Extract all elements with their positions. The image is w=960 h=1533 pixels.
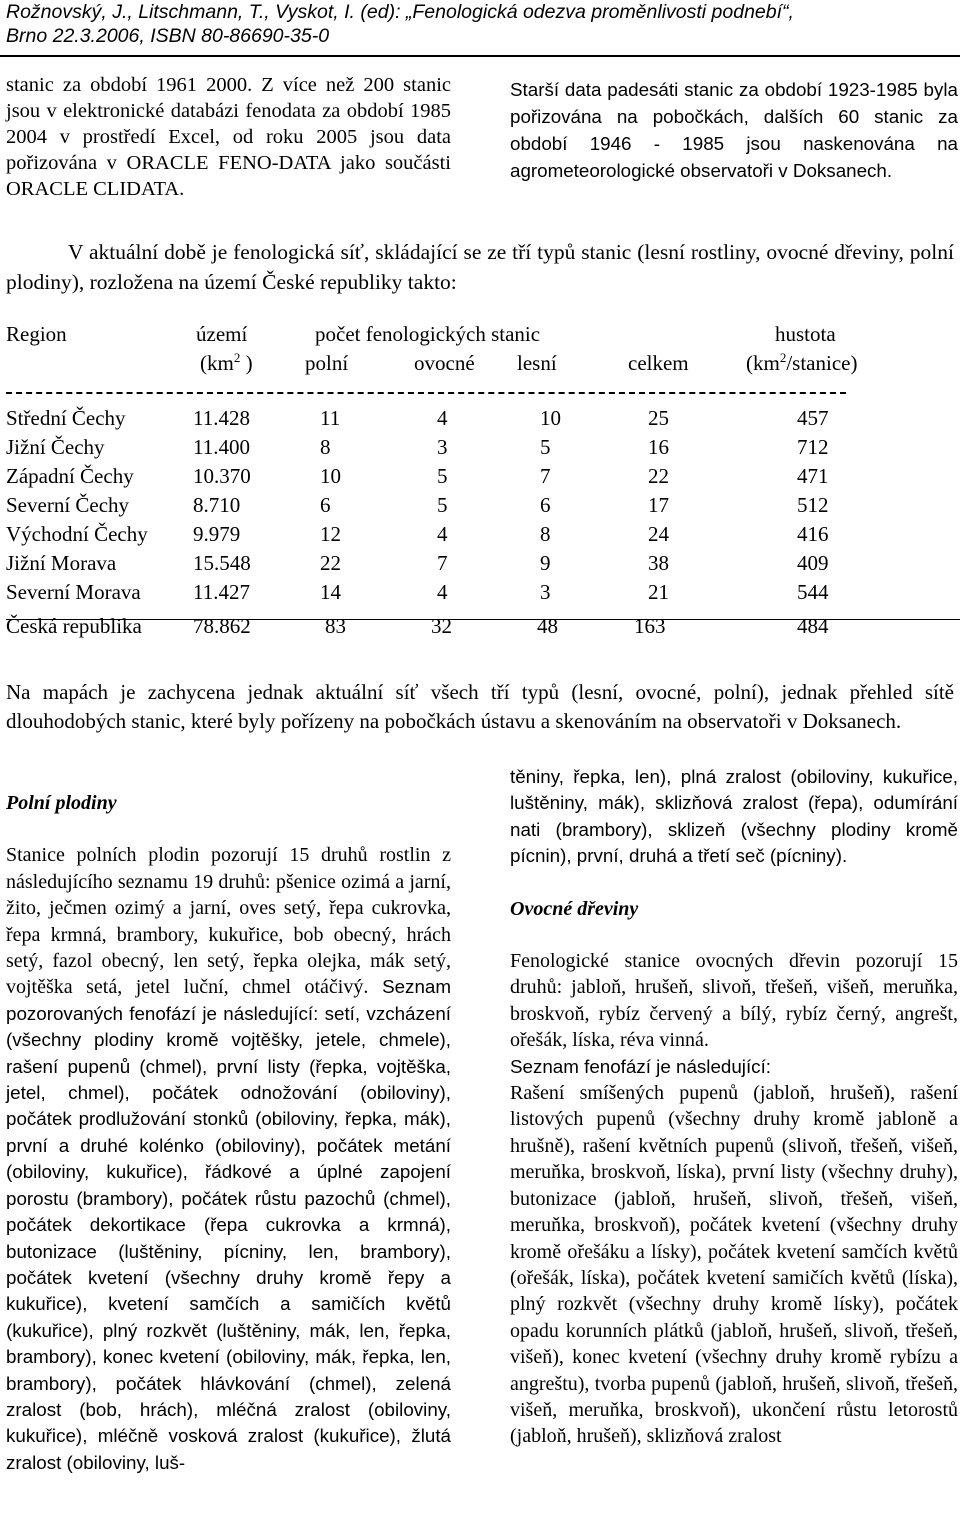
- cell-area: 11.400: [193, 435, 250, 459]
- total-forest: 48: [537, 614, 558, 638]
- total-field: 83: [325, 614, 346, 638]
- cell-area: 8.710: [193, 493, 241, 517]
- table-dash-separator: [6, 392, 846, 404]
- station-table: [0, 320, 960, 641]
- cell-fruit: 4: [437, 406, 448, 430]
- header-line-2: Brno 22.3.2006, ISBN 80-86690-35-0: [6, 25, 330, 47]
- total-fruit: 32: [431, 614, 452, 638]
- cell-total: 21: [648, 580, 669, 604]
- table-dash-separator-wrap: [0, 378, 960, 404]
- col-header-density: hustota: [775, 322, 836, 346]
- cell-region: Střední Čechy: [6, 406, 126, 430]
- running-header: [6, 0, 954, 48]
- cell-field: 14: [320, 580, 341, 604]
- col-header-area-unit: [200, 349, 253, 378]
- header-rule: [0, 55, 960, 57]
- fruit-trees-phase-intro: Seznam fenofází je následující:: [510, 1055, 772, 1077]
- field-crops-text: [6, 842, 451, 1476]
- col-header-density-unit: [746, 349, 857, 378]
- field-crops-continued: těniny, řepka, len), plná zralost (obiloviny, kukuřice, luštěniny, mák), sklizňová zralost (řepa), odumírání nati (brambory), sklizeň (všechny plodiny kromě pícnin), první, druhá a třetí seč (pícniny).: [510, 766, 958, 867]
- cell-area: 15.548: [193, 551, 251, 575]
- table-row: [0, 520, 960, 549]
- cell-fruit: 7: [437, 551, 448, 575]
- fruit-trees-phases: Rašení smíšených pupenů (jabloň, hrušeň), rašení listových pupenů (všechny druhy kromě jabloně a hrušně), rašení květních pupenů (slivoň, třešeň, višeň, meruňka, broskvoň, líska), první listy (všechny druhy), butonizace (jabloň, hrušeň, slivoň, třešeň, višeň, meruňka, broskvoň), počátek kvetení (všechny druhy kromě ořešáku a lísky), počátek kvetení samčích květů (ořešák, líska), počátek kvetení samičích květů (líska), plný rozkvět (všechny druhy kromě lísky), počátek opadu korunních plátků (jabloň, hrušeň, slivoň, třešeň, višeň), konec kvetení (všechny druhy kromě rybízu a angreštu), tvorba pupenů (jabloň, hrušeň, slivoň, třešeň, višeň, meruňka, broskvoň), ukončení růstu letorostů (jabloň, hrušeň), sklizňová zralost: [510, 1082, 958, 1448]
- cell-area: 11.427: [193, 580, 250, 604]
- table-row: [0, 491, 960, 520]
- field-crops-phases: Seznam pozorovaných fenofází je následující: setí, vzcházení (všechny plodiny kromě vojtěšky, jetele, chmele), rašení pupenů (chmel), první listy (řepka, vojtěška, jetel, chmel), počátek odnožování (obiloviny), počátek prodlužování stonků (obiloviny, řepka, mák), první a druhé kolénko (obiloviny), počátek metání (obiloviny, kukuřice), řádkové a úplné zapojení porostu (brambory), počátek růstu pazochů (chmel), počátek dekortikace (řepa cukrovka a krmná), butonizace (luštěniny, pícniny, len, brambory), počátek kvetení (všechny druhy kromě řepy a kukuřice), kvetení samčích a samičích květů (kukuřice), plný rozkvět (luštěniny, mák, len, řepka, brambory), konec kvetení (obiloviny, mák, řepka, len, brambory), počátek hlávkování (chmel), zelená zralost (bob, hrách), mléčná zralost (obiloviny, kukuřice), mléčně vosková zralost (kukuřice), žlutá zralost (obiloviny, luš-: [6, 976, 451, 1473]
- cell-density: 409: [797, 551, 829, 575]
- area-unit-sup: 2: [233, 350, 241, 365]
- cell-region: Jižní Čechy: [6, 435, 105, 459]
- top-left-paragraph: stanic za období 1961 2000. Z více než 200 stanic jsou v elektronické databázi fenodata za období 1985 2004 v prostředí Excel, od roku 2005 jsou data pořizována v ORACLE FENO-DATA jako součásti ORACLE CLIDATA.: [6, 74, 451, 200]
- field-crops-title: Polní plodiny: [6, 792, 117, 814]
- field-crops-section: [6, 790, 451, 1476]
- cell-forest: 10: [540, 406, 561, 430]
- col-header-area: území: [196, 322, 248, 346]
- col-header-total: celkem: [628, 351, 689, 375]
- cell-fruit: 3: [437, 435, 448, 459]
- cell-fruit: 4: [437, 522, 448, 546]
- cell-area: 11.428: [193, 406, 250, 430]
- cell-field: 12: [320, 522, 341, 546]
- cell-total: 38: [648, 551, 669, 575]
- table-header-row-2: [0, 349, 960, 378]
- intro-paragraph: V aktuální době je fenologická síť, skládající se ze tří typů stanic (lesní rostliny, ovocné dřeviny, polní plodiny), rozložena na území České republiky takto:: [6, 240, 954, 294]
- cell-field: 8: [320, 435, 331, 459]
- cell-forest: 6: [540, 493, 551, 517]
- total-total: 163: [634, 614, 666, 638]
- top-right-paragraph: Starší data padesáti stanic za období 1923-1985 byla pořizována na pobočkách, dalších 60 stanic za období 1946 - 1985 jsou naskenována na agrometeorologické observatoři v Doksanech.: [510, 79, 958, 181]
- fruit-trees-title: Ovocné dřeviny: [510, 897, 639, 920]
- cell-fruit: 4: [437, 580, 448, 604]
- total-density: 484: [797, 614, 829, 638]
- fruit-trees-species: Fenologické stanice ovocných dřevin pozorují 15 druhů: jabloň, hrušeň, slivoň, třešeň, višeň, meruňka, broskvoň, rybíz červený a bílý, rybíz černý, angrešt, ořešák, líska, réva vinná.: [510, 950, 958, 1052]
- spacer: [6, 816, 451, 842]
- table-row: [0, 404, 960, 433]
- cell-field: 6: [320, 493, 331, 517]
- cell-density: 471: [797, 464, 829, 488]
- area-unit-close: ): [240, 351, 253, 375]
- cell-fruit: 5: [437, 464, 448, 488]
- total-region: Česká republika: [6, 614, 142, 638]
- cell-forest: 7: [540, 464, 551, 488]
- after-table-paragraph: Na mapách je zachycena jednak aktuální síť všech tří typů (lesní, ovocné, polní), jednak přehled sítě dlouhodobých stanic, které byly pořízeny na pobočkách ústavu a skenováním na observatoři v Doksanech.: [6, 680, 954, 733]
- cell-total: 17: [648, 493, 669, 517]
- cell-region: Západní Čechy: [6, 464, 134, 488]
- cell-region: Severní Morava: [6, 580, 141, 604]
- cell-fruit: 5: [437, 493, 448, 517]
- cell-region: Východní Čechy: [6, 522, 148, 546]
- table-row: [0, 549, 960, 578]
- col-header-region: Region: [6, 322, 67, 346]
- table-header-row-1: [0, 320, 960, 349]
- cell-region: Jižní Morava: [6, 551, 117, 575]
- table-row: [0, 433, 960, 462]
- total-area: 78.862: [193, 614, 251, 638]
- table-body: [0, 404, 960, 607]
- cell-density: 416: [797, 522, 829, 546]
- density-unit-km: (km: [746, 351, 780, 375]
- cell-area: 9.979: [193, 522, 241, 546]
- spacer: [510, 870, 958, 896]
- cell-forest: 8: [540, 522, 551, 546]
- col-header-count: počet fenologických stanic: [315, 322, 541, 346]
- right-column-lower: [510, 764, 958, 1450]
- col-header-field: polní: [305, 351, 349, 375]
- cell-density: 457: [797, 406, 829, 430]
- cell-field: 22: [320, 551, 341, 575]
- cell-forest: 9: [540, 551, 551, 575]
- cell-area: 10.370: [193, 464, 251, 488]
- table-row: [0, 578, 960, 607]
- table-total-row: [0, 612, 960, 641]
- cell-total: 25: [648, 406, 669, 430]
- col-header-forest: lesní: [517, 351, 557, 375]
- cell-forest: 3: [540, 580, 551, 604]
- cell-density: 512: [797, 493, 829, 517]
- field-crops-species: Stanice polních plodin pozorují 15 druhů rostlin z následujícího seznamu 19 druhů: pšenice ozimá a jarní, žito, ječmen ozimý a jarní, oves setý, řepa cukrovka, řepa krmná, brambory, kukuřice, bob obecný, hrách setý, fazol obecný, len setý, řepka olejka, mák setý, vojtěška setá, jetel luční, chmel otáčivý.: [6, 844, 451, 999]
- density-unit-sup: 2: [779, 350, 787, 365]
- area-unit-km: (km: [200, 351, 234, 375]
- spacer: [510, 922, 958, 948]
- col-header-fruit: ovocné: [414, 351, 475, 375]
- cell-forest: 5: [540, 435, 551, 459]
- cell-region: Severní Čechy: [6, 493, 130, 517]
- cell-density: 544: [797, 580, 829, 604]
- density-unit-close: /stanice): [786, 351, 858, 375]
- header-line-1: Rožnovský, J., Litschmann, T., Vyskot, I. (ed): „Fenologická odezva proměnlivosti podnebí“,: [6, 1, 794, 23]
- table-row: [0, 462, 960, 491]
- cell-total: 22: [648, 464, 669, 488]
- cell-density: 712: [797, 435, 829, 459]
- cell-total: 16: [648, 435, 669, 459]
- cell-total: 24: [648, 522, 669, 546]
- cell-field: 11: [320, 406, 341, 430]
- cell-field: 10: [320, 464, 341, 488]
